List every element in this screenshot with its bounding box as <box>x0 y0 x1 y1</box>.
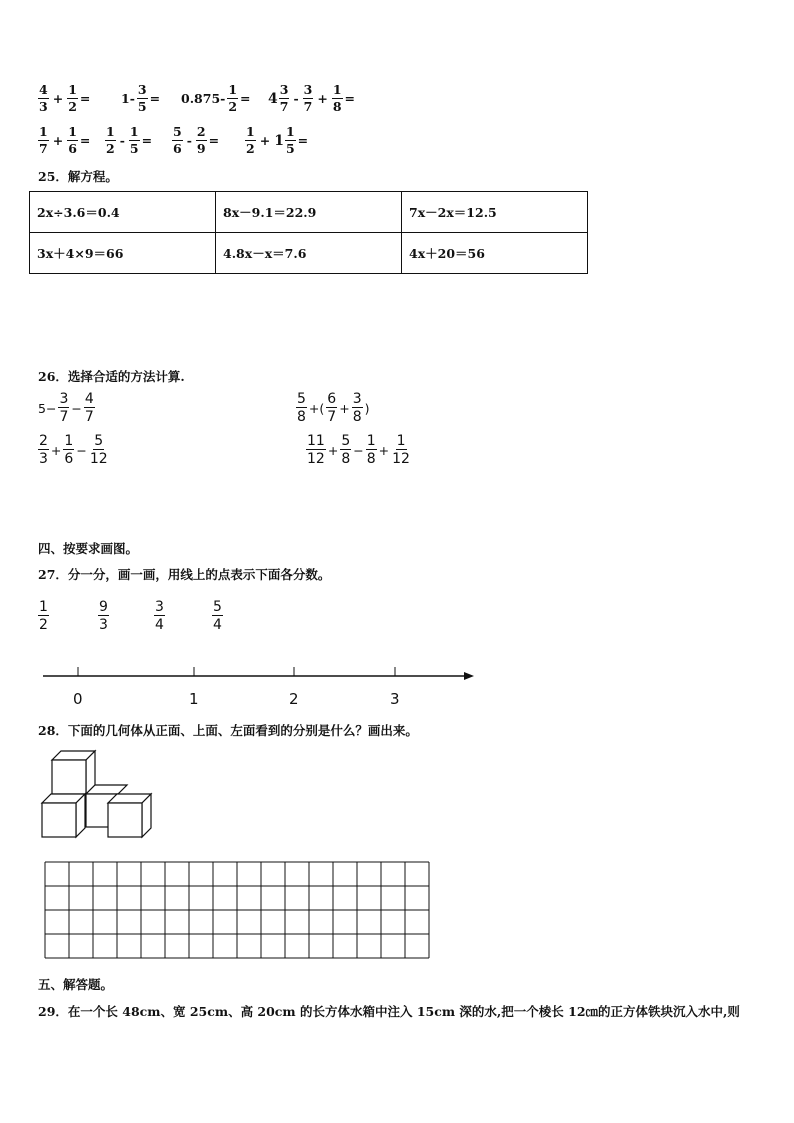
fraction: $\frac{5}{4}$ <box>213 599 222 633</box>
q27-fraction-3 <box>154 600 165 632</box>
fraction: $\frac{5}{8}$ <box>341 433 351 467</box>
q24-expr-4: 4 $\frac{3}{7}$ - $\frac{3}{7}$ + $\frac{1}{8}$ = <box>268 82 356 114</box>
tick-label-0: 0 <box>73 690 83 708</box>
fraction: $\frac{4}{7}$ <box>84 391 94 425</box>
fraction: $\frac{4}{3}$ <box>39 82 48 114</box>
fraction: $\frac{3}{7}$ <box>303 82 313 114</box>
equation-cell: 4.8x－x＝7.6 <box>216 233 402 274</box>
q24-expr-3: 0.875- $\frac{1}{2}$ = <box>181 82 251 114</box>
fraction: $\frac{5}{8}$ <box>297 391 306 425</box>
fraction: $\frac{1}{6}$ <box>64 433 74 467</box>
fraction: $\frac{1}{2}$ <box>228 82 238 114</box>
fraction: $\frac{1}{8}$ <box>332 82 342 114</box>
tick-label-3: 3 <box>390 690 400 708</box>
fraction: $\frac{6}{7}$ <box>327 391 337 425</box>
fraction: $\frac{1}{5}$ <box>285 124 295 156</box>
equation-cell: 8x－9.1＝22.9 <box>216 192 402 233</box>
q27-fraction-1 <box>38 600 49 632</box>
q26-title: 26．选择合适的方法计算. <box>38 369 185 384</box>
fraction: $\frac{11}{12}$ <box>307 433 325 467</box>
fraction: $\frac{1}{2}$ <box>246 124 255 156</box>
tick-label-1: 1 <box>189 690 199 708</box>
fraction: $\frac{9}{3}$ <box>99 599 108 633</box>
drawing-grid[interactable] <box>44 861 432 959</box>
equation-cell: 4x＋20＝56 <box>402 233 588 274</box>
section-4-heading: 四、按要求画图。 <box>38 541 139 556</box>
fraction: $\frac{1}{6}$ <box>68 124 77 156</box>
q27-fraction-2 <box>98 600 109 632</box>
fraction: $\frac{2}{9}$ <box>196 124 206 156</box>
q26-expr-2: $\frac{2}{3}$ + $\frac{1}{6}$ − $\frac{5}{12}$ <box>39 433 108 467</box>
q24-expr-5: $\frac{1}{7}$ + $\frac{1}{6}$ = <box>39 124 91 156</box>
fraction: $\frac{1}{2}$ <box>106 124 115 156</box>
fraction: $\frac{5}{12}$ <box>89 433 108 467</box>
cube-front-face <box>52 760 86 794</box>
q26-expr-3: $\frac{5}{8}$ +( $\frac{6}{7}$ + $\frac{3}{8}$ ) <box>297 391 370 425</box>
q29-text: 29．在一个长 48cm、宽 25cm、高 20cm 的长方体水箱中注入 15cm 深的水,把一个棱长 12㎝的正方体铁块沉入水中,则 <box>38 1004 740 1019</box>
fraction: $\frac{5}{6}$ <box>173 124 182 156</box>
fraction: $\frac{1}{7}$ <box>39 124 48 156</box>
section-5-heading: 五、解答题。 <box>38 977 114 992</box>
q24-expr-8: $\frac{1}{2}$ + 1 $\frac{1}{5}$ = <box>246 124 309 156</box>
q25-title: 25．解方程。 <box>38 169 118 184</box>
equation-cell: 2x÷3.6＝0.4 <box>30 192 216 233</box>
equation-table <box>29 191 588 274</box>
fraction: $\frac{3}{5}$ <box>137 82 147 114</box>
tick-label-2: 2 <box>289 690 299 708</box>
fraction: $\frac{1}{8}$ <box>366 433 376 467</box>
fraction: $\frac{3}{7}$ <box>279 82 289 114</box>
number-line <box>40 662 480 712</box>
q24-expr-1: $\frac{4}{3}$ + $\frac{1}{2}$ = <box>39 82 91 114</box>
fraction: $\frac{2}{3}$ <box>39 433 48 467</box>
q28-title: 28．下面的几何体从正面、上面、左面看到的分别是什么？画出来。 <box>38 723 418 738</box>
equation-cell: 3x＋4×9＝66 <box>30 233 216 274</box>
equation-cell: 7x－2x＝12.5 <box>402 192 588 233</box>
q24-expr-6: $\frac{1}{2}$ - $\frac{1}{5}$ = <box>106 124 153 156</box>
fraction: $\frac{1}{2}$ <box>68 82 77 114</box>
q26-expr-4: $\frac{11}{12}$ + $\frac{5}{8}$ − $\frac{1}{8}$ + $\frac{1}{12}$ <box>307 433 410 467</box>
cube-figure <box>38 748 168 843</box>
q27-title: 27．分一分，画一画，用线上的点表示下面各分数。 <box>38 567 331 582</box>
fraction: $\frac{1}{12}$ <box>392 433 410 467</box>
q24-expr-2: 1- $\frac{3}{5}$ = <box>121 82 161 114</box>
q27-fraction-4 <box>212 600 223 632</box>
fraction: $\frac{1}{5}$ <box>129 124 139 156</box>
fraction: $\frac{1}{2}$ <box>39 599 48 633</box>
arrow-icon <box>464 672 474 680</box>
q24-expr-7: $\frac{5}{6}$ - $\frac{2}{9}$ = <box>173 124 220 156</box>
fraction: $\frac{3}{7}$ <box>59 391 69 425</box>
fraction: $\frac{3}{8}$ <box>352 391 362 425</box>
q26-expr-1: 5− $\frac{3}{7}$ − $\frac{4}{7}$ <box>38 391 94 425</box>
fraction: $\frac{3}{4}$ <box>155 599 164 633</box>
